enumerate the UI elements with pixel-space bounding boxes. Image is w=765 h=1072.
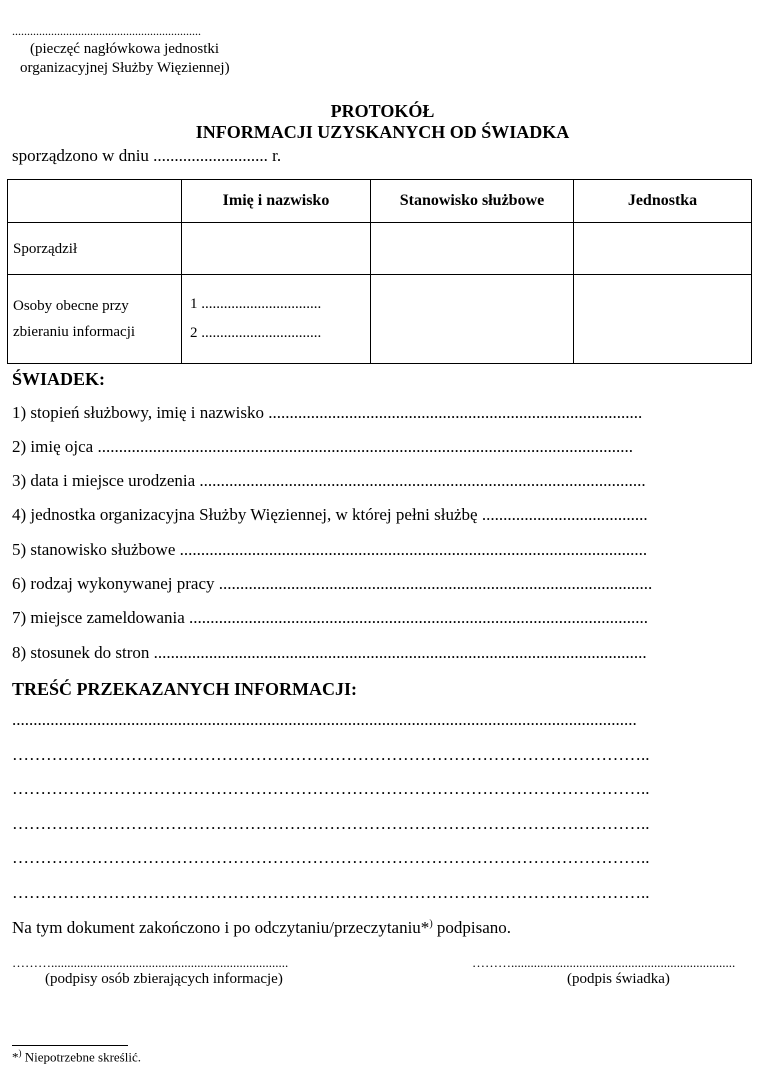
content-line-2[interactable]: ………………………………………………………………………………………………….. (12, 745, 650, 764)
cell-prepared-name[interactable] (182, 223, 371, 275)
date-field[interactable]: sporządzono w dniu ........................... r. (12, 146, 282, 165)
document-subtitle: INFORMACJI UZYSKANYCH OD ŚWIADKA (195, 122, 570, 142)
cell-present-position[interactable] (371, 275, 574, 364)
witness-field-birth[interactable]: 3) data i miejsce urodzenia ......................................................................................................... (12, 471, 646, 490)
cell-present-names[interactable] (182, 275, 371, 364)
signature-collectors-line[interactable]: ………......................................................................... (12, 955, 289, 970)
footnote-mark: * (12, 1049, 19, 1065)
content-line-6[interactable]: ………………………………………………………………………………………………….. (12, 883, 650, 902)
document-title: PROTOKÓŁ (330, 101, 435, 121)
row-label-line1: Osoby obecne przy (13, 298, 129, 314)
stamp-caption-line2: organizacyjnej Służby Więziennej) (20, 60, 230, 76)
cell-prepared-unit[interactable] (574, 223, 752, 275)
footnote (12, 1048, 141, 1065)
stamp-caption-line1: (pieczęć nagłówkowa jednostki (30, 41, 220, 57)
witness-field-father-name[interactable]: 2) imię ojca .............................................................................................................................. (12, 437, 633, 456)
row-label-line2: zbieraniu informacji (13, 324, 136, 340)
stamp-placeholder-dots: ............................................................... (12, 24, 201, 38)
signature-witness-caption: (podpis świadka) (567, 971, 670, 987)
table-header-name: Imię i nazwisko (182, 180, 371, 223)
cell-prepared-position[interactable] (371, 223, 574, 275)
table-header-empty (8, 180, 182, 223)
witness-heading: ŚWIADEK: (12, 369, 106, 389)
footnote-text: Niepotrzebne skreślić. (21, 1049, 141, 1065)
footnote-divider (12, 1045, 128, 1046)
closing-text: Na tym dokument zakończono i po odczytaniu/przeczytaniu* (12, 918, 430, 937)
present-person-1[interactable]: 1 ................................ (190, 296, 322, 312)
signature-witness-line[interactable]: ………..................................................................... (472, 955, 736, 970)
witness-field-relation[interactable]: 8) stosunek do stron .................................................................................................................... (12, 643, 647, 662)
signature-collectors-caption: (podpisy osób zbierających informacje) (45, 971, 283, 987)
table-header-unit: Jednostka (574, 180, 752, 223)
present-person-2[interactable]: 2 ................................ (190, 325, 322, 341)
table-header-position: Stanowisko służbowe (371, 180, 574, 223)
witness-field-residence[interactable]: 7) miejsce zameldowania ............................................................................................................ (12, 608, 649, 627)
witness-field-rank-name[interactable]: 1) stopień służbowy, imię i nazwisko ........................................................................................ (12, 403, 643, 422)
content-line-1[interactable]: ................................................................................................................................................... (12, 710, 637, 729)
witness-field-work[interactable]: 6) rodzaj wykonywanej pracy ...................................................................................................... (12, 574, 653, 593)
content-line-5[interactable]: ………………………………………………………………………………………………….. (12, 848, 650, 867)
cell-present-unit[interactable] (574, 275, 752, 364)
content-line-3[interactable]: ………………………………………………………………………………………………….. (12, 779, 650, 798)
footnote-sup: ) (18, 1048, 22, 1058)
witness-field-unit[interactable]: 4) jednostka organizacyjna Służby Więziennej, w której pełni służbę ....................................... (12, 505, 648, 524)
witness-field-position[interactable]: 5) stanowisko służbowe .............................................................................................................. (12, 540, 648, 559)
row-label-present-persons (8, 275, 182, 364)
participants-table (7, 179, 752, 364)
closing-statement (12, 918, 511, 938)
content-line-4[interactable]: ………………………………………………………………………………………………….. (12, 814, 650, 833)
closing-text-end: podpisano. (432, 918, 512, 937)
closing-footnote-mark: ) (429, 918, 433, 930)
content-heading: TREŚĆ PRZEKAZANYCH INFORMACJI: (12, 679, 358, 699)
row-label-prepared-by: Sporządził (8, 223, 182, 275)
